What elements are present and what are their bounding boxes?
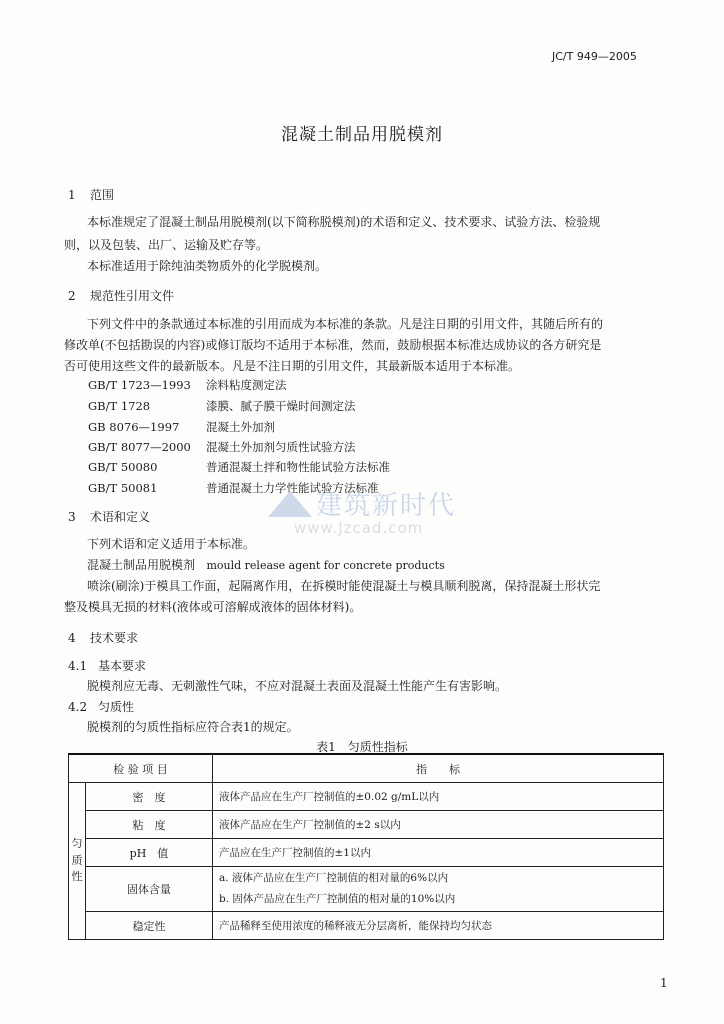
scope-paragraph-line: 则，以及包装、出厂、运输及贮存等。 bbox=[64, 238, 269, 252]
subsection-heading-homogeneity bbox=[68, 698, 134, 715]
reference-name: 混凝土外加剂匀质性试验方法 bbox=[206, 440, 356, 454]
section-heading-scope bbox=[68, 186, 114, 203]
subsection-number: 4.1 bbox=[68, 659, 88, 673]
row-item: 固体含量 bbox=[86, 867, 213, 912]
normative-paragraph-line: 否可使用这些文件的最新版本。凡是不注日期的引用文件，其最新版本适用于本标准。 bbox=[64, 359, 521, 373]
table-row bbox=[69, 839, 664, 867]
table-caption: 表1 匀质性指标 bbox=[316, 740, 408, 754]
table-header-row bbox=[69, 754, 664, 783]
row-index: 液体产品应在生产厂控制值的±0.02 g/mL以内 bbox=[213, 783, 664, 811]
row-item: 粘 度 bbox=[86, 811, 213, 839]
table-row bbox=[69, 912, 664, 940]
section-title: 术语和定义 bbox=[90, 510, 151, 524]
reference-item bbox=[88, 439, 356, 455]
subsection-title: 匀质性 bbox=[98, 700, 135, 714]
section-title: 技术要求 bbox=[90, 631, 139, 645]
row-index: 产品应在生产厂控制值的±1以内 bbox=[213, 839, 664, 867]
row-index bbox=[213, 867, 664, 912]
table-row bbox=[69, 811, 664, 839]
row-index: 液体产品应在生产厂控制值的±2 s以内 bbox=[213, 811, 664, 839]
group-label: 匀质性 bbox=[69, 783, 86, 940]
watermark-logo-icon bbox=[268, 491, 312, 517]
scope-paragraph: 本标准适用于除纯油类物质外的化学脱模剂。 bbox=[87, 259, 328, 273]
reference-item bbox=[88, 398, 356, 414]
document-title: 混凝土制品用脱模剂 bbox=[281, 125, 443, 145]
reference-name: 普通混凝土拌和物性能试验方法标准 bbox=[206, 460, 390, 474]
reference-name: 涂料粘度测定法 bbox=[206, 378, 287, 392]
scope-paragraph-line: 本标准规定了混凝土制品用脱模剂(以下简称脱模剂)的术语和定义、技术要求、试验方法、检验规 bbox=[87, 215, 601, 229]
section-title: 范围 bbox=[90, 188, 115, 202]
subsection-heading-basic bbox=[68, 657, 146, 674]
reference-code: GB/T 1728 bbox=[88, 399, 151, 413]
section-heading-normative bbox=[68, 287, 174, 304]
normative-paragraph-line: 下列文件中的条款通过本标准的引用而成为本标准的条款。凡是注日期的引用文件，其随后所有的 bbox=[87, 317, 604, 331]
section-heading-terms bbox=[68, 508, 150, 525]
term-entry bbox=[87, 556, 445, 573]
subsection-title: 基本要求 bbox=[98, 659, 147, 673]
section-number: 3 bbox=[68, 510, 76, 524]
watermark-url: www.Jzcad.com bbox=[294, 519, 424, 537]
section-number: 4 bbox=[68, 631, 76, 645]
terms-intro: 下列术语和定义适用于本标准。 bbox=[87, 537, 256, 551]
row-index-line: a. 液体产品应在生产厂控制值的相对量的6%以内 bbox=[219, 872, 449, 884]
row-item: 密 度 bbox=[86, 783, 213, 811]
row-index-line: b. 固体产品应在生产厂控制值的相对量的10%以内 bbox=[219, 893, 456, 905]
subsection-number: 4.2 bbox=[68, 700, 88, 714]
reference-name: 混凝土外加剂 bbox=[206, 420, 275, 434]
watermark bbox=[246, 485, 476, 545]
term-english: mould release agent for concrete products bbox=[206, 559, 445, 572]
reference-name: 漆膜、腻子膜干燥时间测定法 bbox=[206, 399, 356, 413]
section-title: 规范性引用文件 bbox=[90, 289, 175, 303]
header-item: 检 验 项 目 bbox=[69, 754, 213, 783]
row-index: 产品稀释至使用浓度的稀释液无分层离析，能保持均匀状态 bbox=[213, 912, 664, 940]
reference-code: GB 8076—1997 bbox=[88, 420, 180, 434]
reference-code: GB/T 50081 bbox=[88, 481, 158, 495]
page-number: 1 bbox=[660, 976, 668, 990]
reference-code: GB/T 8077—2000 bbox=[88, 440, 191, 454]
reference-item bbox=[88, 419, 275, 435]
header-index: 指 标 bbox=[213, 754, 664, 783]
basic-requirement-text: 脱模剂应无毒、无刺激性气味，不应对混凝土表面及混凝土性能产生有害影响。 bbox=[87, 679, 508, 693]
row-item: 稳定性 bbox=[86, 912, 213, 940]
homogeneity-text: 脱模剂的匀质性指标应符合表1的规定。 bbox=[87, 720, 299, 734]
term-definition-line: 整及模具无损的材料(液体或可溶解成液体的固体材料)。 bbox=[64, 600, 362, 614]
homogeneity-table bbox=[68, 753, 664, 940]
row-item: pH 值 bbox=[86, 839, 213, 867]
table-row bbox=[69, 783, 664, 811]
reference-item bbox=[88, 459, 390, 475]
table-row bbox=[69, 867, 664, 912]
reference-item bbox=[88, 377, 287, 393]
watermark-name: 建筑新时代 bbox=[316, 491, 457, 521]
reference-name: 普通混凝土力学性能试验方法标准 bbox=[206, 481, 379, 495]
reference-code: GB/T 50080 bbox=[88, 460, 158, 474]
term-chinese: 混凝土制品用脱模剂 bbox=[87, 558, 196, 572]
normative-paragraph-line: 修改单(不包括勘误的内容)或修订版均不适用于本标准，然而，鼓励根据本标准达成协议的各方研究是 bbox=[64, 338, 602, 352]
section-heading-tech bbox=[68, 629, 138, 646]
term-definition-line: 喷涂(刷涂)于模具工作面，起隔离作用，在拆模时能使混凝土与模具顺利脱离，保持混凝土形状完 bbox=[87, 579, 601, 593]
section-number: 2 bbox=[68, 289, 76, 303]
standard-number: JC/T 949—2005 bbox=[552, 50, 637, 63]
reference-code: GB/T 1723—1993 bbox=[88, 378, 191, 392]
section-number: 1 bbox=[68, 188, 76, 202]
